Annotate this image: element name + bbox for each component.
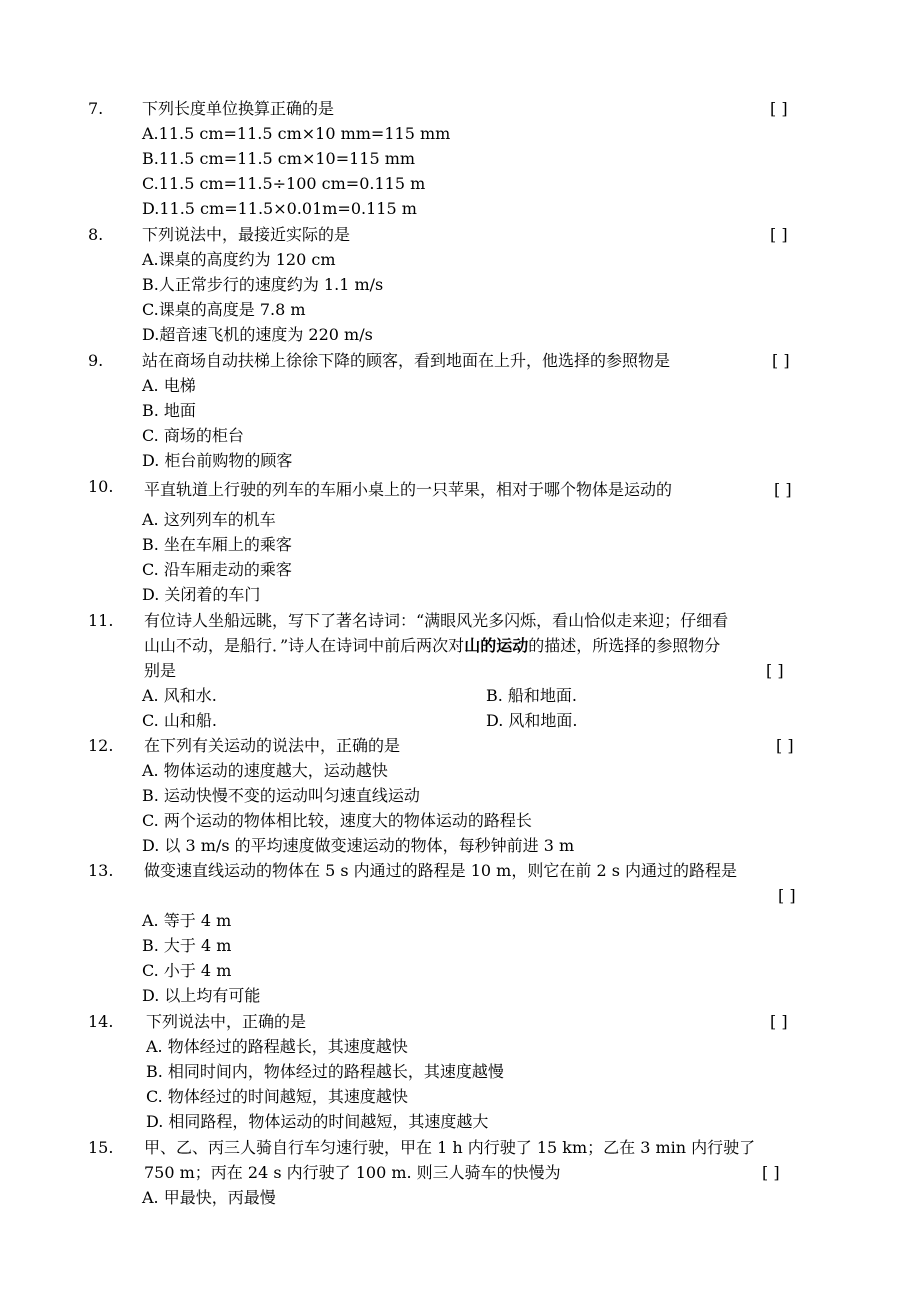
- question-12: [88, 733, 840, 858]
- question-8: [88, 222, 840, 347]
- question-number: 13.: [88, 861, 114, 880]
- option-a: A.课桌的高度约为 120 cm: [142, 250, 336, 269]
- option-c: C. 沿车厢走动的乘客: [142, 560, 292, 579]
- question-number: 11.: [88, 611, 114, 630]
- answer-bracket: [ ]: [770, 1012, 788, 1031]
- question-stem: 下列说法中，正确的是: [146, 1012, 307, 1031]
- question-number: 12.: [88, 736, 114, 755]
- question-7: [88, 96, 840, 221]
- option-d: D. 以 3 m/s 的平均速度做变速运动的物体，每秒钟前进 3 m: [142, 836, 575, 855]
- answer-bracket: [ ]: [774, 480, 792, 499]
- question-9: [88, 348, 840, 473]
- stem-bold-text: 山的运动: [464, 636, 529, 655]
- option-c: C. 物体经过的时间越短，其速度越快: [146, 1087, 408, 1106]
- option-c: C. 山和船.: [142, 711, 217, 730]
- option-d: D. 相同路程，物体运动的时间越短，其速度越大: [146, 1112, 489, 1131]
- question-10: [88, 477, 840, 607]
- option-d: D. 关闭着的车门: [142, 585, 261, 604]
- question-stem: 平直轨道上行驶的列车的车厢小桌上的一只苹果，相对于哪个物体是运动的: [144, 480, 673, 499]
- option-b: B. 地面: [142, 401, 196, 420]
- option-a: A.11.5 cm=11.5 cm×10 mm=115 mm: [142, 124, 451, 143]
- option-d: D. 柜台前购物的顾客: [142, 451, 293, 470]
- question-stem: 在下列有关运动的说法中，正确的是: [144, 736, 401, 755]
- answer-bracket: [ ]: [772, 351, 790, 370]
- option-b: B. 大于 4 m: [142, 936, 232, 955]
- answer-bracket: [ ]: [776, 736, 794, 755]
- question-11: [88, 608, 840, 733]
- question-stem: 做变速直线运动的物体在 5 s 内通过的路程是 10 m，则它在前 2 s 内通过的路程是: [144, 861, 738, 880]
- question-number: 9.: [88, 351, 104, 370]
- option-c: C. 小于 4 m: [142, 961, 232, 980]
- option-a: A. 物体经过的路程越长，其速度越快: [146, 1037, 408, 1056]
- answer-bracket: [ ]: [778, 886, 796, 905]
- option-a: A. 甲最快，丙最慢: [142, 1188, 276, 1207]
- option-b: B. 运动快慢不变的运动叫匀速直线运动: [142, 786, 420, 805]
- answer-bracket: [ ]: [770, 99, 788, 118]
- option-c: C.11.5 cm=11.5÷100 cm=0.115 m: [142, 174, 426, 193]
- option-b: B. 船和地面.: [486, 686, 578, 705]
- option-c: C. 商场的柜台: [142, 426, 244, 445]
- stem-text: 的描述，所选择的参照物分: [528, 636, 721, 655]
- option-d: D. 风和地面.: [486, 711, 578, 730]
- question-number: 10.: [88, 477, 114, 496]
- question-stem-line2: 750 m；丙在 24 s 内行驶了 100 m. 则三人骑车的快慢为: [144, 1163, 561, 1182]
- question-stem: 下列长度单位换算正确的是: [142, 99, 335, 118]
- question-stem-line1: 甲、乙、丙三人骑自行车匀速行驶，甲在 1 h 内行驶了 15 km；乙在 3 min 内行驶了: [144, 1138, 756, 1157]
- option-d: D. 以上均有可能: [142, 986, 261, 1005]
- question-stem: 站在商场自动扶梯上徐徐下降的顾客，看到地面在上升，他选择的参照物是: [142, 351, 671, 370]
- question-number: 8.: [88, 225, 104, 244]
- option-d: D.11.5 cm=11.5×0.01m=0.115 m: [142, 199, 417, 218]
- question-number: 7.: [88, 99, 104, 118]
- question-14: [88, 1009, 840, 1134]
- option-a: A. 电梯: [142, 376, 196, 395]
- option-c: C.课桌的高度是 7.8 m: [142, 300, 306, 319]
- question-stem-line1: 有位诗人坐船远眺，写下了著名诗词：“满眼风光多闪烁，看山恰似走来迎；仔细看: [144, 611, 729, 630]
- option-c: C. 两个运动的物体相比较，速度大的物体运动的路程长: [142, 811, 532, 830]
- option-b: B. 相同时间内，物体经过的路程越长，其速度越慢: [146, 1062, 504, 1081]
- answer-bracket: [ ]: [762, 1163, 780, 1182]
- stem-text: 山山不动，是船行．”诗人在诗词中前后两次对: [144, 636, 465, 655]
- answer-bracket: [ ]: [770, 225, 788, 244]
- question-stem-line2: [144, 633, 720, 658]
- question-13: [88, 858, 840, 1008]
- question-stem: 下列说法中，最接近实际的是: [142, 225, 351, 244]
- option-a: A. 风和水.: [142, 686, 217, 705]
- option-d: D.超音速飞机的速度为 220 m/s: [142, 325, 373, 344]
- answer-bracket: [ ]: [766, 661, 784, 680]
- question-number: 14.: [88, 1012, 114, 1031]
- question-stem-line3: 别是: [144, 661, 177, 680]
- question-15: [88, 1135, 840, 1210]
- option-a: A. 等于 4 m: [142, 911, 232, 930]
- option-a: A. 这列列车的机车: [142, 510, 276, 529]
- option-b: B.人正常步行的速度约为 1.1 m/s: [142, 275, 384, 294]
- option-b: B.11.5 cm=11.5 cm×10=115 mm: [142, 149, 416, 168]
- option-a: A. 物体运动的速度越大，运动越快: [142, 761, 388, 780]
- question-number: 15.: [88, 1138, 114, 1157]
- option-b: B. 坐在车厢上的乘客: [142, 535, 292, 554]
